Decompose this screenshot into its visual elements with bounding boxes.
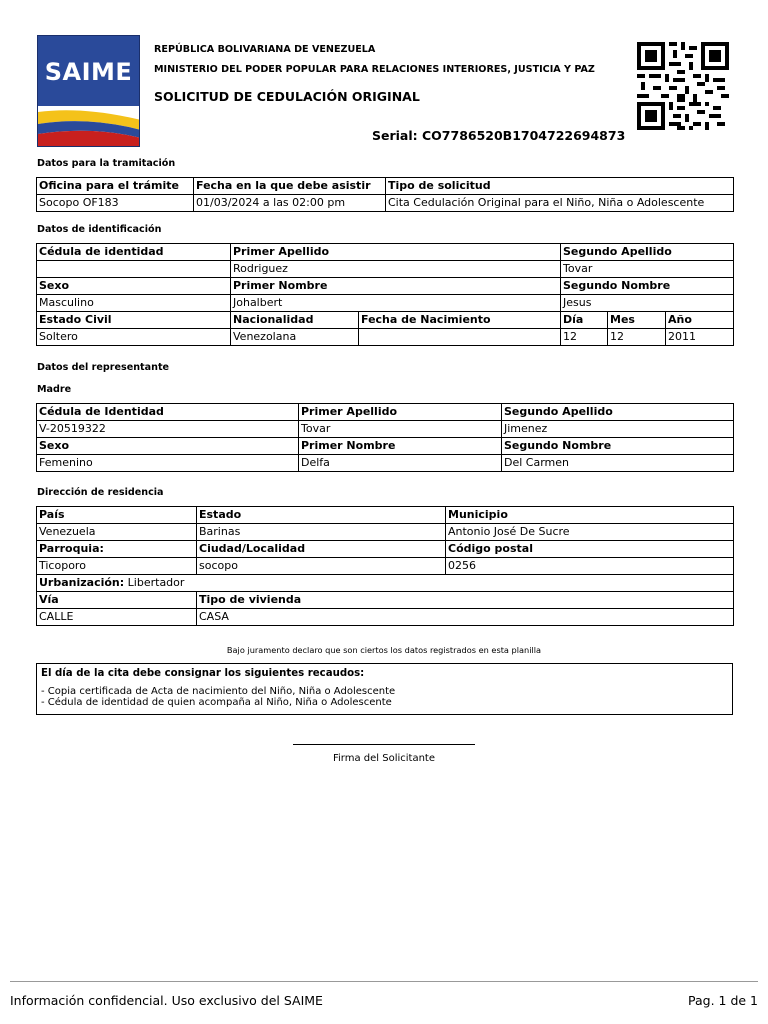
header-tipo: Tipo de solicitud [386,178,734,195]
section-identificacion: Datos de identificación [37,224,162,235]
logo-text: SAIME [44,58,133,86]
value-primer-apellido: Rodriguez [231,261,561,278]
document-title: SOLICITUD DE CEDULACIÓN ORIGINAL [154,89,420,104]
tramitacion-table [36,177,734,212]
signature-label: Firma del Solicitante [332,753,435,764]
value-parroquia: Ticoporo [37,558,197,575]
table-row [37,438,734,455]
header-estado: Estado [197,507,446,524]
table-row [37,421,734,438]
header-dia: Día [561,312,608,329]
value-rep-segundo-nombre: Del Carmen [502,455,734,472]
value-rep-sexo: Femenino [37,455,299,472]
table-row [37,295,734,312]
header-anio: Año [666,312,734,329]
header-rep-segundo-apellido: Segundo Apellido [502,404,734,421]
recaudos-title: El día de la cita debe consignar los siguientes recaudos: [41,668,365,679]
value-fecha-nacimiento [359,329,561,346]
header-rep-primer-apellido: Primer Apellido [299,404,502,421]
header-oficina: Oficina para el trámite [37,178,194,195]
table-row [37,278,734,295]
value-tipo-vivienda: CASA [197,609,734,626]
header-parroquia: Parroquia: [37,541,197,558]
table-row [37,195,734,212]
value-segundo-nombre: Jesus [561,295,734,312]
header-segundo-apellido: Segundo Apellido [561,244,734,261]
header-mes: Mes [608,312,666,329]
table-row [37,261,734,278]
header-rep-segundo-nombre: Segundo Nombre [502,438,734,455]
value-pais: Venezuela [37,524,197,541]
list-item: - Cédula de identidad de quien acompaña al Niño, Niña o Adolescente [41,697,392,708]
value-mes: 12 [608,329,666,346]
value-segundo-apellido: Tovar [561,261,734,278]
value-cedula [37,261,231,278]
table-row [37,178,734,195]
representante-table [36,403,734,472]
header-nacionalidad: Nacionalidad [231,312,359,329]
subsection-madre: Madre [37,384,72,395]
header-sexo: Sexo [37,278,231,295]
header-fecha: Fecha en la que debe asistir [194,178,386,195]
identificacion-table [36,243,734,346]
value-via: CALLE [37,609,197,626]
value-fecha: 01/03/2024 a las 02:00 pm [194,195,386,212]
header-segundo-nombre: Segundo Nombre [561,278,734,295]
section-residencia: Dirección de residencia [37,487,164,498]
value-rep-cedula: V-20519322 [37,421,299,438]
table-row [37,312,734,329]
section-representante: Datos del representante [37,362,170,373]
value-nacionalidad: Venezolana [231,329,359,346]
value-anio: 2011 [666,329,734,346]
header-municipio: Municipio [446,507,734,524]
header-estado-civil: Estado Civil [37,312,231,329]
table-row [37,609,734,626]
header-primer-apellido: Primer Apellido [231,244,561,261]
flag-swoosh-icon [38,106,140,146]
header-ciudad: Ciudad/Localidad [197,541,446,558]
header-rep-primer-nombre: Primer Nombre [299,438,502,455]
urbanizacion-cell [37,575,734,592]
header-rep-sexo: Sexo [37,438,299,455]
declaration-text: Bajo juramento declaro que son ciertos los datos registrados en esta planilla [226,645,542,655]
table-row [37,592,734,609]
residencia-table [36,506,734,626]
signature-line [293,744,475,745]
value-ciudad: socopo [197,558,446,575]
table-row [37,575,734,592]
header-pais: País [37,507,197,524]
value-municipio: Antonio José De Sucre [446,524,734,541]
value-oficina: Socopo OF183 [37,195,194,212]
table-row [37,507,734,524]
value-rep-primer-nombre: Delfa [299,455,502,472]
header-fecha-nacimiento: Fecha de Nacimiento [359,312,561,329]
header-urbanizacion: Urbanización: [39,576,125,589]
value-estado-civil: Soltero [37,329,231,346]
list-item: - Copia certificada de Acta de nacimiento del Niño, Niña o Adolescente [41,686,396,697]
footer-confidential: Información confidencial. Uso exclusivo del SAIME [10,993,323,1008]
table-row [37,541,734,558]
header-codigo-postal: Código postal [446,541,734,558]
saime-logo [37,35,140,147]
table-row [37,329,734,346]
value-urbanizacion: Libertador [127,576,185,589]
value-primer-nombre: Johalbert [231,295,561,312]
header-via: Vía [37,592,197,609]
serial-number: Serial: CO7786520B1704722694873 [372,128,626,143]
page-number: Pag. 1 de 1 [688,993,758,1008]
qr-code-icon [637,42,729,130]
value-dia: 12 [561,329,608,346]
value-codigo-postal: 0256 [446,558,734,575]
table-row [37,404,734,421]
table-row [37,524,734,541]
header-republica: REPÚBLICA BOLIVARIANA DE VENEZUELA [154,44,376,55]
table-row [37,244,734,261]
table-row [37,455,734,472]
header-rep-cedula: Cédula de Identidad [37,404,299,421]
value-estado: Barinas [197,524,446,541]
header-cedula: Cédula de identidad [37,244,231,261]
recaudos-box [36,663,733,715]
header-tipo-vivienda: Tipo de vivienda [197,592,734,609]
footer-divider [10,981,758,982]
value-sexo: Masculino [37,295,231,312]
header-ministerio: MINISTERIO DEL PODER POPULAR PARA RELACIONES INTERIORES, JUSTICIA Y PAZ [154,64,595,75]
section-tramitacion: Datos para la tramitación [37,158,176,169]
value-rep-segundo-apellido: Jimenez [502,421,734,438]
table-row [37,558,734,575]
value-rep-primer-apellido: Tovar [299,421,502,438]
value-tipo: Cita Cedulación Original para el Niño, Niña o Adolescente [386,195,734,212]
header-primer-nombre: Primer Nombre [231,278,561,295]
